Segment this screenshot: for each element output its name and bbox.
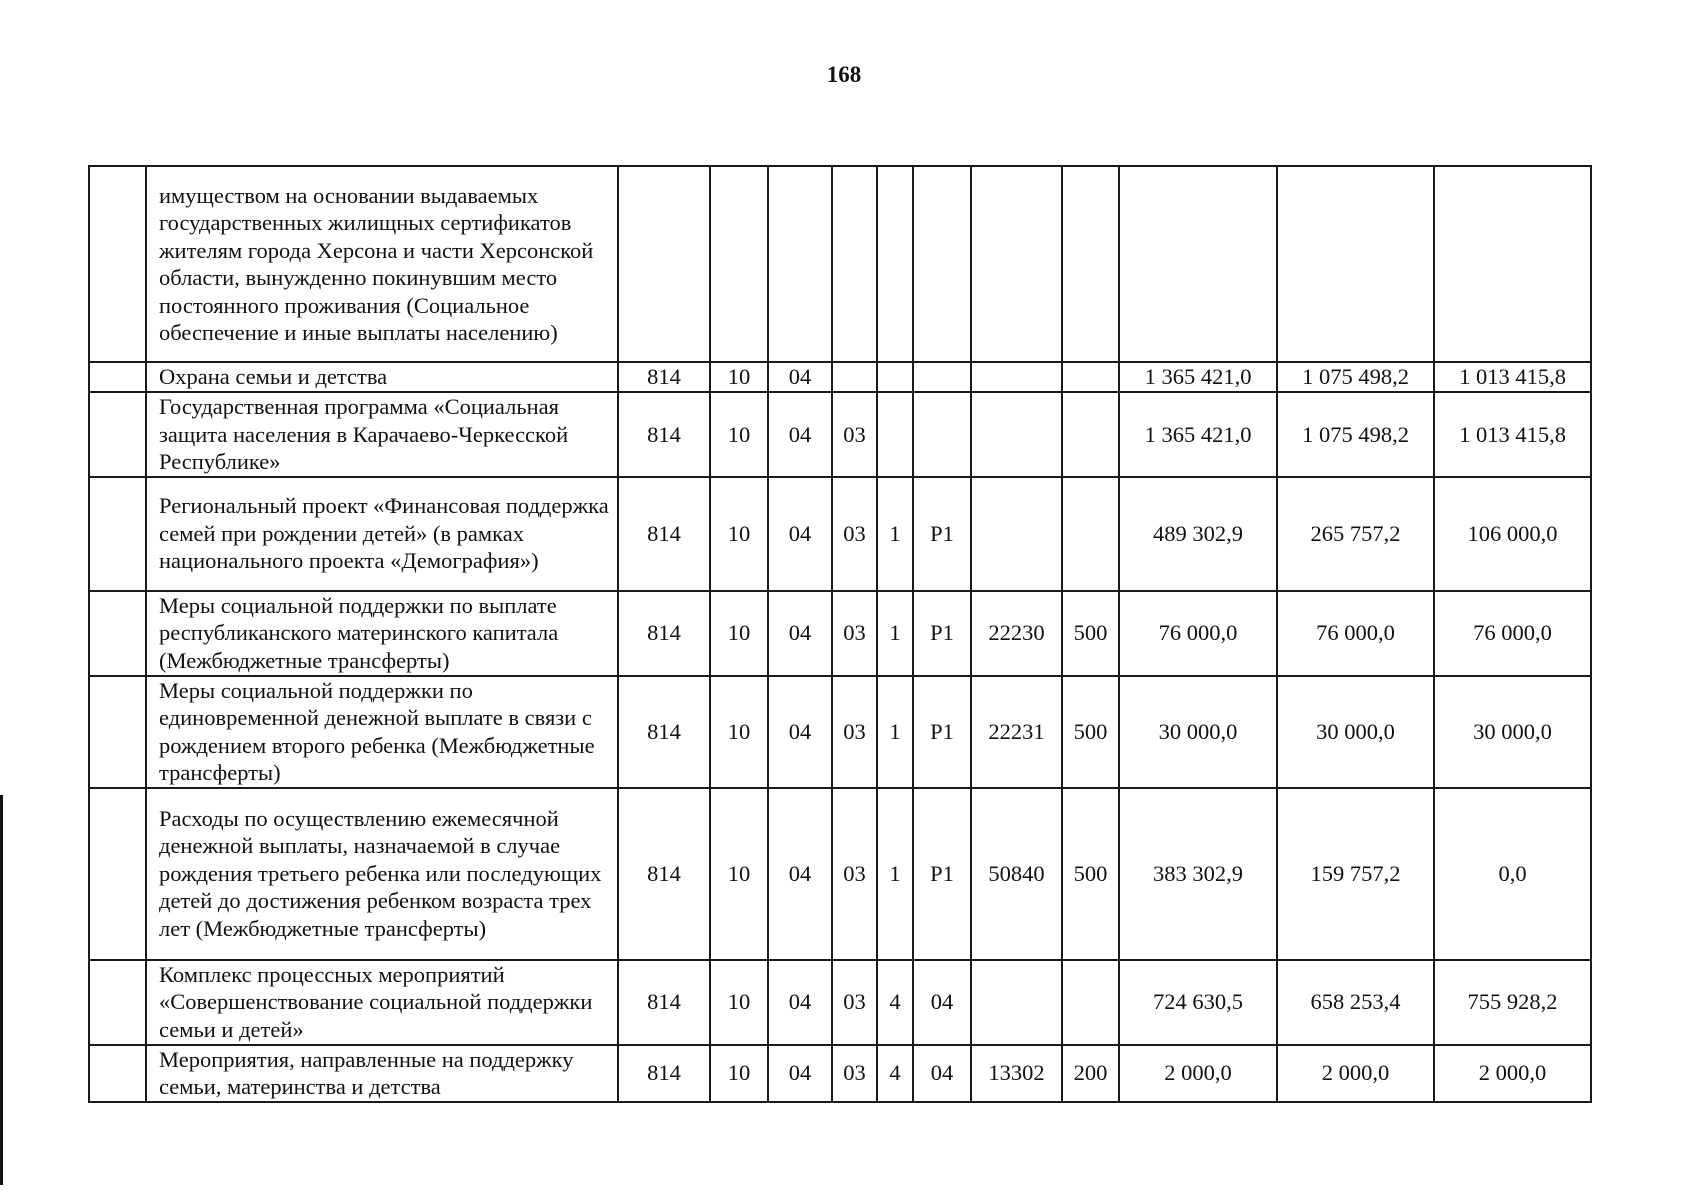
target-code-cell: 22231: [971, 676, 1062, 788]
table-row: [89, 676, 1591, 788]
item-name-cell: Мероприятия, направленные на поддержку семьи, материнства и детства: [146, 1045, 618, 1102]
subsection-code-cell: 04: [768, 591, 832, 676]
budget-table: [88, 165, 1592, 1103]
direction-code-cell: P1: [913, 591, 971, 676]
page-number: 168: [826, 62, 862, 87]
direction-code-cell: [913, 392, 971, 477]
subprogram-code-cell: 1: [877, 676, 913, 788]
subsection-code-cell: 04: [768, 362, 832, 392]
amount-year1-cell: 30 000,0: [1119, 676, 1277, 788]
ministry-code-cell: 814: [618, 591, 710, 676]
expense-type-cell: [1062, 477, 1119, 591]
section-code-cell: 10: [710, 788, 768, 960]
expense-type-cell: 500: [1062, 788, 1119, 960]
expense-type-cell: 500: [1062, 676, 1119, 788]
amount-year3-cell: 76 000,0: [1434, 591, 1591, 676]
ministry-code-cell: 814: [618, 960, 710, 1045]
amount-year1-cell: 489 302,9: [1119, 477, 1277, 591]
ministry-code-cell: 814: [618, 676, 710, 788]
row-number-cell: [89, 788, 146, 960]
amount-year2-cell: [1277, 166, 1434, 362]
section-code-cell: 10: [710, 362, 768, 392]
program-code-cell: 03: [832, 477, 877, 591]
amount-year3-cell: 755 928,2: [1434, 960, 1591, 1045]
program-code-cell: 03: [832, 676, 877, 788]
ministry-code-cell: 814: [618, 362, 710, 392]
program-code-cell: 03: [832, 788, 877, 960]
scan-edge-mark: [0, 795, 3, 1185]
ministry-code-cell: 814: [618, 788, 710, 960]
table-row: [89, 591, 1591, 676]
row-number-cell: [89, 1045, 146, 1102]
amount-year3-cell: 0,0: [1434, 788, 1591, 960]
amount-year3-cell: [1434, 166, 1591, 362]
amount-year1-cell: 383 302,9: [1119, 788, 1277, 960]
amount-year1-cell: 2 000,0: [1119, 1045, 1277, 1102]
row-number-cell: [89, 477, 146, 591]
subsection-code-cell: 04: [768, 788, 832, 960]
target-code-cell: 13302: [971, 1045, 1062, 1102]
item-name-cell: Комплекс процессных мероприятий «Совершенствование социальной поддержки семьи и детей»: [146, 960, 618, 1045]
amount-year2-cell: 1 075 498,2: [1277, 362, 1434, 392]
subsection-code-cell: 04: [768, 392, 832, 477]
table-row: [89, 392, 1591, 477]
table-row: [89, 960, 1591, 1045]
subsection-code-cell: [768, 166, 832, 362]
target-code-cell: [971, 960, 1062, 1045]
amount-year2-cell: 658 253,4: [1277, 960, 1434, 1045]
amount-year1-cell: 724 630,5: [1119, 960, 1277, 1045]
item-name-cell: Охрана семьи и детства: [146, 362, 618, 392]
ministry-code-cell: 814: [618, 477, 710, 591]
amount-year1-cell: 1 365 421,0: [1119, 392, 1277, 477]
amount-year3-cell: 30 000,0: [1434, 676, 1591, 788]
target-code-cell: [971, 362, 1062, 392]
subprogram-code-cell: [877, 166, 913, 362]
ministry-code-cell: 814: [618, 1045, 710, 1102]
amount-year2-cell: 1 075 498,2: [1277, 392, 1434, 477]
expense-type-cell: 200: [1062, 1045, 1119, 1102]
row-number-cell: [89, 362, 146, 392]
subprogram-code-cell: 1: [877, 591, 913, 676]
subprogram-code-cell: 1: [877, 477, 913, 591]
table-row: [89, 477, 1591, 591]
item-name-cell: Региональный проект «Финансовая поддержка семей при рождении детей» (в рамках национального проекта «Демография»): [146, 477, 618, 591]
amount-year2-cell: 265 757,2: [1277, 477, 1434, 591]
target-code-cell: 22230: [971, 591, 1062, 676]
amount-year2-cell: 76 000,0: [1277, 591, 1434, 676]
section-code-cell: 10: [710, 477, 768, 591]
target-code-cell: [971, 166, 1062, 362]
amount-year1-cell: [1119, 166, 1277, 362]
amount-year3-cell: 1 013 415,8: [1434, 362, 1591, 392]
table-row: [89, 362, 1591, 392]
amount-year1-cell: 76 000,0: [1119, 591, 1277, 676]
program-code-cell: 03: [832, 392, 877, 477]
section-code-cell: 10: [710, 392, 768, 477]
row-number-cell: [89, 960, 146, 1045]
section-code-cell: 10: [710, 676, 768, 788]
amount-year3-cell: 2 000,0: [1434, 1045, 1591, 1102]
table-row: [89, 1045, 1591, 1102]
table-row: [89, 788, 1591, 960]
direction-code-cell: [913, 362, 971, 392]
item-name-cell: Меры социальной поддержки по единовременной денежной выплате в связи с рождением второго ребенка (Межбюджетные трансферты): [146, 676, 618, 788]
direction-code-cell: P1: [913, 477, 971, 591]
program-code-cell: [832, 362, 877, 392]
subsection-code-cell: 04: [768, 960, 832, 1045]
row-number-cell: [89, 676, 146, 788]
section-code-cell: 10: [710, 1045, 768, 1102]
direction-code-cell: 04: [913, 960, 971, 1045]
table-body: [89, 166, 1591, 1102]
program-code-cell: 03: [832, 1045, 877, 1102]
section-code-cell: 10: [710, 591, 768, 676]
amount-year3-cell: 106 000,0: [1434, 477, 1591, 591]
expense-type-cell: [1062, 362, 1119, 392]
subsection-code-cell: 04: [768, 477, 832, 591]
subsection-code-cell: 04: [768, 1045, 832, 1102]
table-row: [89, 166, 1591, 362]
amount-year3-cell: 1 013 415,8: [1434, 392, 1591, 477]
subprogram-code-cell: 1: [877, 788, 913, 960]
target-code-cell: 50840: [971, 788, 1062, 960]
expense-type-cell: 500: [1062, 591, 1119, 676]
subprogram-code-cell: 4: [877, 960, 913, 1045]
row-number-cell: [89, 591, 146, 676]
amount-year2-cell: 159 757,2: [1277, 788, 1434, 960]
ministry-code-cell: 814: [618, 392, 710, 477]
amount-year2-cell: 30 000,0: [1277, 676, 1434, 788]
item-name-cell: Меры социальной поддержки по выплате республиканского материнского капитала (Межбюджетные трансферты): [146, 591, 618, 676]
target-code-cell: [971, 392, 1062, 477]
program-code-cell: 03: [832, 591, 877, 676]
row-number-cell: [89, 392, 146, 477]
amount-year2-cell: 2 000,0: [1277, 1045, 1434, 1102]
subprogram-code-cell: [877, 392, 913, 477]
expense-type-cell: [1062, 960, 1119, 1045]
subprogram-code-cell: 4: [877, 1045, 913, 1102]
item-name-cell: Государственная программа «Социальная защита населения в Карачаево-Черкесской Республике»: [146, 392, 618, 477]
direction-code-cell: P1: [913, 676, 971, 788]
direction-code-cell: [913, 166, 971, 362]
subprogram-code-cell: [877, 362, 913, 392]
item-name-cell: имуществом на основании выдаваемых государственных жилищных сертификатов жителям города Херсона и части Херсонской области, вынужденно покинувшим место постоянного проживания (Социальное обеспечение и иные выплаты населению): [146, 166, 618, 362]
section-code-cell: [710, 166, 768, 362]
direction-code-cell: P1: [913, 788, 971, 960]
section-code-cell: 10: [710, 960, 768, 1045]
program-code-cell: [832, 166, 877, 362]
row-number-cell: [89, 166, 146, 362]
program-code-cell: 03: [832, 960, 877, 1045]
item-name-cell: Расходы по осуществлению ежемесячной денежной выплаты, назначаемой в случае рождения третьего ребенка или последующих детей до достижения ребенком возраста трех лет (Межбюджетные трансферты): [146, 788, 618, 960]
expense-type-cell: [1062, 392, 1119, 477]
subsection-code-cell: 04: [768, 676, 832, 788]
ministry-code-cell: [618, 166, 710, 362]
direction-code-cell: 04: [913, 1045, 971, 1102]
expense-type-cell: [1062, 166, 1119, 362]
target-code-cell: [971, 477, 1062, 591]
amount-year1-cell: 1 365 421,0: [1119, 362, 1277, 392]
